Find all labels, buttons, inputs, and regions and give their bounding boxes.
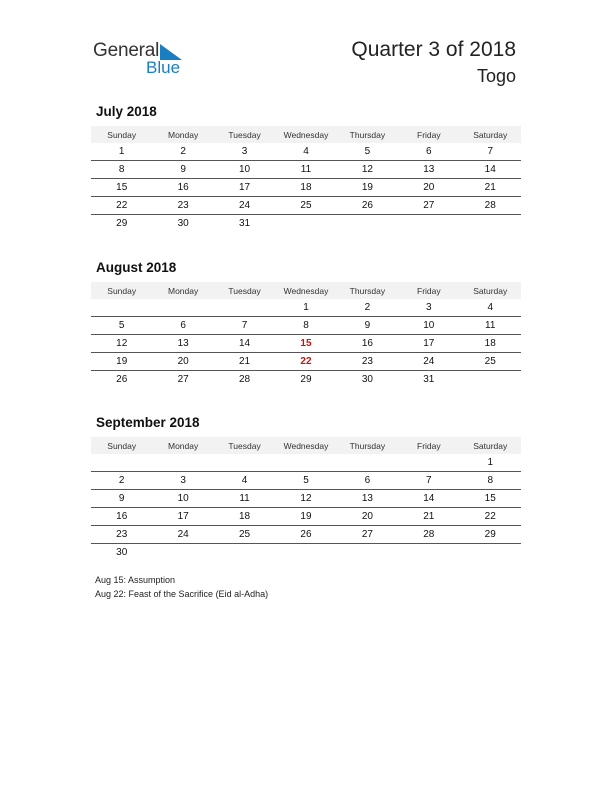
day-cell: 4	[303, 146, 309, 157]
weekday-label: Wednesday	[283, 285, 329, 296]
day-cell: 24	[177, 529, 189, 540]
day-cell: 20	[423, 182, 435, 193]
weekday-label: Friday	[417, 129, 441, 140]
day-cell: 9	[364, 320, 371, 331]
day-cell: 25	[238, 529, 251, 540]
day-cell: 7	[426, 475, 432, 486]
day-cell: 16	[361, 338, 373, 349]
page-title: Quarter 3 of 2018	[351, 38, 516, 61]
weekday-label: Thursday	[349, 129, 386, 140]
day-cell: 22	[484, 511, 496, 522]
day-cell: 21	[423, 511, 435, 522]
weekday-label: Monday	[168, 440, 199, 451]
day-cell: 26	[300, 529, 312, 540]
day-cell: 14	[484, 164, 496, 175]
day-cell: 26	[116, 374, 128, 385]
weekday-header-row	[91, 126, 521, 143]
day-cell: 8	[118, 164, 125, 175]
day-cell: 8	[303, 320, 309, 331]
day-cell: 2	[180, 146, 186, 157]
day-cell: 27	[361, 529, 373, 540]
day-cell: 13	[177, 338, 189, 349]
day-cell: 24	[238, 200, 251, 211]
day-cell: 27	[177, 374, 189, 385]
week-row	[91, 371, 521, 388]
day-cell: 23	[361, 356, 373, 367]
day-cell: 21	[484, 182, 496, 193]
holiday-note: Aug 22: Feast of the Sacrifice (Eid al-Adha)	[95, 588, 269, 599]
weekday-label: Tuesday	[228, 285, 261, 296]
weekday-label: Monday	[168, 129, 199, 140]
day-cell: 27	[423, 200, 435, 211]
weekday-label: Thursday	[349, 440, 386, 451]
day-cell: 2	[118, 475, 125, 486]
weekday-label: Wednesday	[283, 129, 329, 140]
weekday-label: Thursday	[349, 285, 386, 296]
day-cell: 10	[177, 493, 189, 504]
day-cell: 21	[238, 356, 251, 367]
holiday-day-cell: 22	[300, 356, 312, 367]
day-cell: 8	[487, 475, 494, 486]
day-cell: 4	[487, 302, 494, 313]
day-cell: 12	[116, 338, 128, 349]
day-cell: 5	[364, 146, 371, 157]
day-cell: 18	[484, 338, 496, 349]
weekday-label: Wednesday	[283, 440, 329, 451]
day-cell: 23	[116, 529, 128, 540]
weekday-label: Saturday	[473, 285, 508, 296]
day-cell: 15	[484, 493, 496, 504]
day-cell: 6	[426, 146, 432, 157]
day-cell: 19	[300, 511, 312, 522]
day-cell: 13	[361, 493, 373, 504]
day-cell: 30	[361, 374, 373, 385]
day-cell: 12	[300, 493, 312, 504]
logo-word-general: General	[93, 40, 160, 61]
day-cell: 5	[118, 320, 125, 331]
week-row	[91, 215, 521, 232]
day-cell: 6	[364, 475, 371, 486]
day-cell: 4	[241, 475, 248, 486]
week-row	[91, 161, 521, 179]
month-block-august	[91, 259, 521, 388]
month-grid	[91, 437, 521, 561]
day-cell: 25	[484, 356, 496, 367]
month-block-july	[91, 103, 521, 232]
day-cell: 1	[487, 457, 494, 468]
day-cell: 29	[300, 374, 312, 385]
week-row	[91, 179, 521, 197]
weekday-label: Monday	[168, 285, 199, 296]
day-cell: 1	[303, 302, 309, 313]
day-cell: 31	[423, 374, 435, 385]
weekday-label: Tuesday	[228, 440, 261, 451]
month-title: September 2018	[96, 415, 200, 430]
day-cell: 19	[116, 356, 128, 367]
day-cell: 5	[303, 475, 309, 486]
week-row	[91, 143, 521, 161]
day-cell: 16	[116, 511, 128, 522]
day-cell: 17	[423, 338, 435, 349]
day-cell: 30	[116, 547, 128, 558]
day-cell: 18	[238, 511, 251, 522]
weekday-label: Friday	[417, 440, 441, 451]
month-title: August 2018	[96, 260, 177, 275]
week-row	[91, 353, 521, 371]
country-name: Togo	[476, 66, 516, 86]
day-cell: 23	[177, 200, 189, 211]
weekday-label: Sunday	[107, 440, 137, 451]
day-cell: 13	[423, 164, 435, 175]
day-cell: 20	[177, 356, 189, 367]
weekday-label: Sunday	[107, 285, 137, 296]
holiday-note: Aug 15: Assumption	[95, 575, 176, 585]
day-cell: 3	[180, 475, 186, 486]
day-cell: 31	[238, 218, 251, 229]
day-cell: 25	[300, 200, 312, 211]
day-cell: 6	[180, 320, 186, 331]
day-cell: 12	[361, 164, 373, 175]
day-cell: 18	[300, 182, 312, 193]
week-row	[91, 508, 521, 526]
weekday-label: Tuesday	[228, 129, 261, 140]
month-title: July 2018	[96, 104, 157, 119]
day-cell: 3	[426, 302, 432, 313]
day-cell: 24	[423, 356, 435, 367]
week-row	[91, 335, 521, 353]
generalblue-logo	[93, 40, 193, 80]
day-cell: 7	[487, 146, 494, 157]
day-cell: 28	[484, 200, 496, 211]
day-cell: 30	[177, 218, 189, 229]
week-row	[91, 317, 521, 335]
week-row	[91, 454, 521, 472]
holiday-day-cell: 15	[300, 338, 312, 349]
day-cell: 26	[361, 200, 373, 211]
day-cell: 15	[116, 182, 128, 193]
weekday-label: Sunday	[107, 129, 137, 140]
day-cell: 20	[361, 511, 373, 522]
day-cell: 11	[485, 320, 496, 331]
weekday-label: Saturday	[473, 129, 508, 140]
month-grid	[91, 282, 521, 388]
weekday-label: Friday	[417, 285, 441, 296]
day-cell: 19	[361, 182, 373, 193]
day-cell: 10	[423, 320, 435, 331]
day-cell: 14	[423, 493, 435, 504]
day-cell: 22	[116, 200, 128, 211]
day-cell: 7	[241, 320, 248, 331]
weekday-header-row	[91, 437, 521, 454]
day-cell: 16	[177, 182, 189, 193]
day-cell: 1	[118, 146, 125, 157]
day-cell: 9	[180, 164, 186, 175]
week-row	[91, 299, 521, 317]
weekday-label: Saturday	[473, 440, 508, 451]
weekday-header-row	[91, 282, 521, 299]
day-cell: 17	[238, 182, 251, 193]
day-cell: 14	[238, 338, 251, 349]
day-cell: 11	[239, 493, 250, 504]
day-cell: 28	[423, 529, 435, 540]
day-cell: 10	[238, 164, 251, 175]
day-cell: 17	[177, 511, 189, 522]
day-cell: 28	[238, 374, 251, 385]
week-row	[91, 197, 521, 215]
month-block-september	[91, 414, 521, 561]
week-row	[91, 472, 521, 490]
logo-word-blue: Blue	[146, 58, 181, 77]
week-row	[91, 526, 521, 544]
week-row	[91, 490, 521, 508]
holiday-notes	[95, 574, 268, 601]
day-cell: 3	[241, 146, 248, 157]
day-cell: 2	[364, 302, 371, 313]
month-grid	[91, 126, 521, 232]
day-cell: 29	[116, 218, 128, 229]
day-cell: 29	[484, 529, 496, 540]
day-cell: 11	[300, 164, 312, 175]
week-row	[91, 544, 521, 561]
day-cell: 9	[118, 493, 125, 504]
